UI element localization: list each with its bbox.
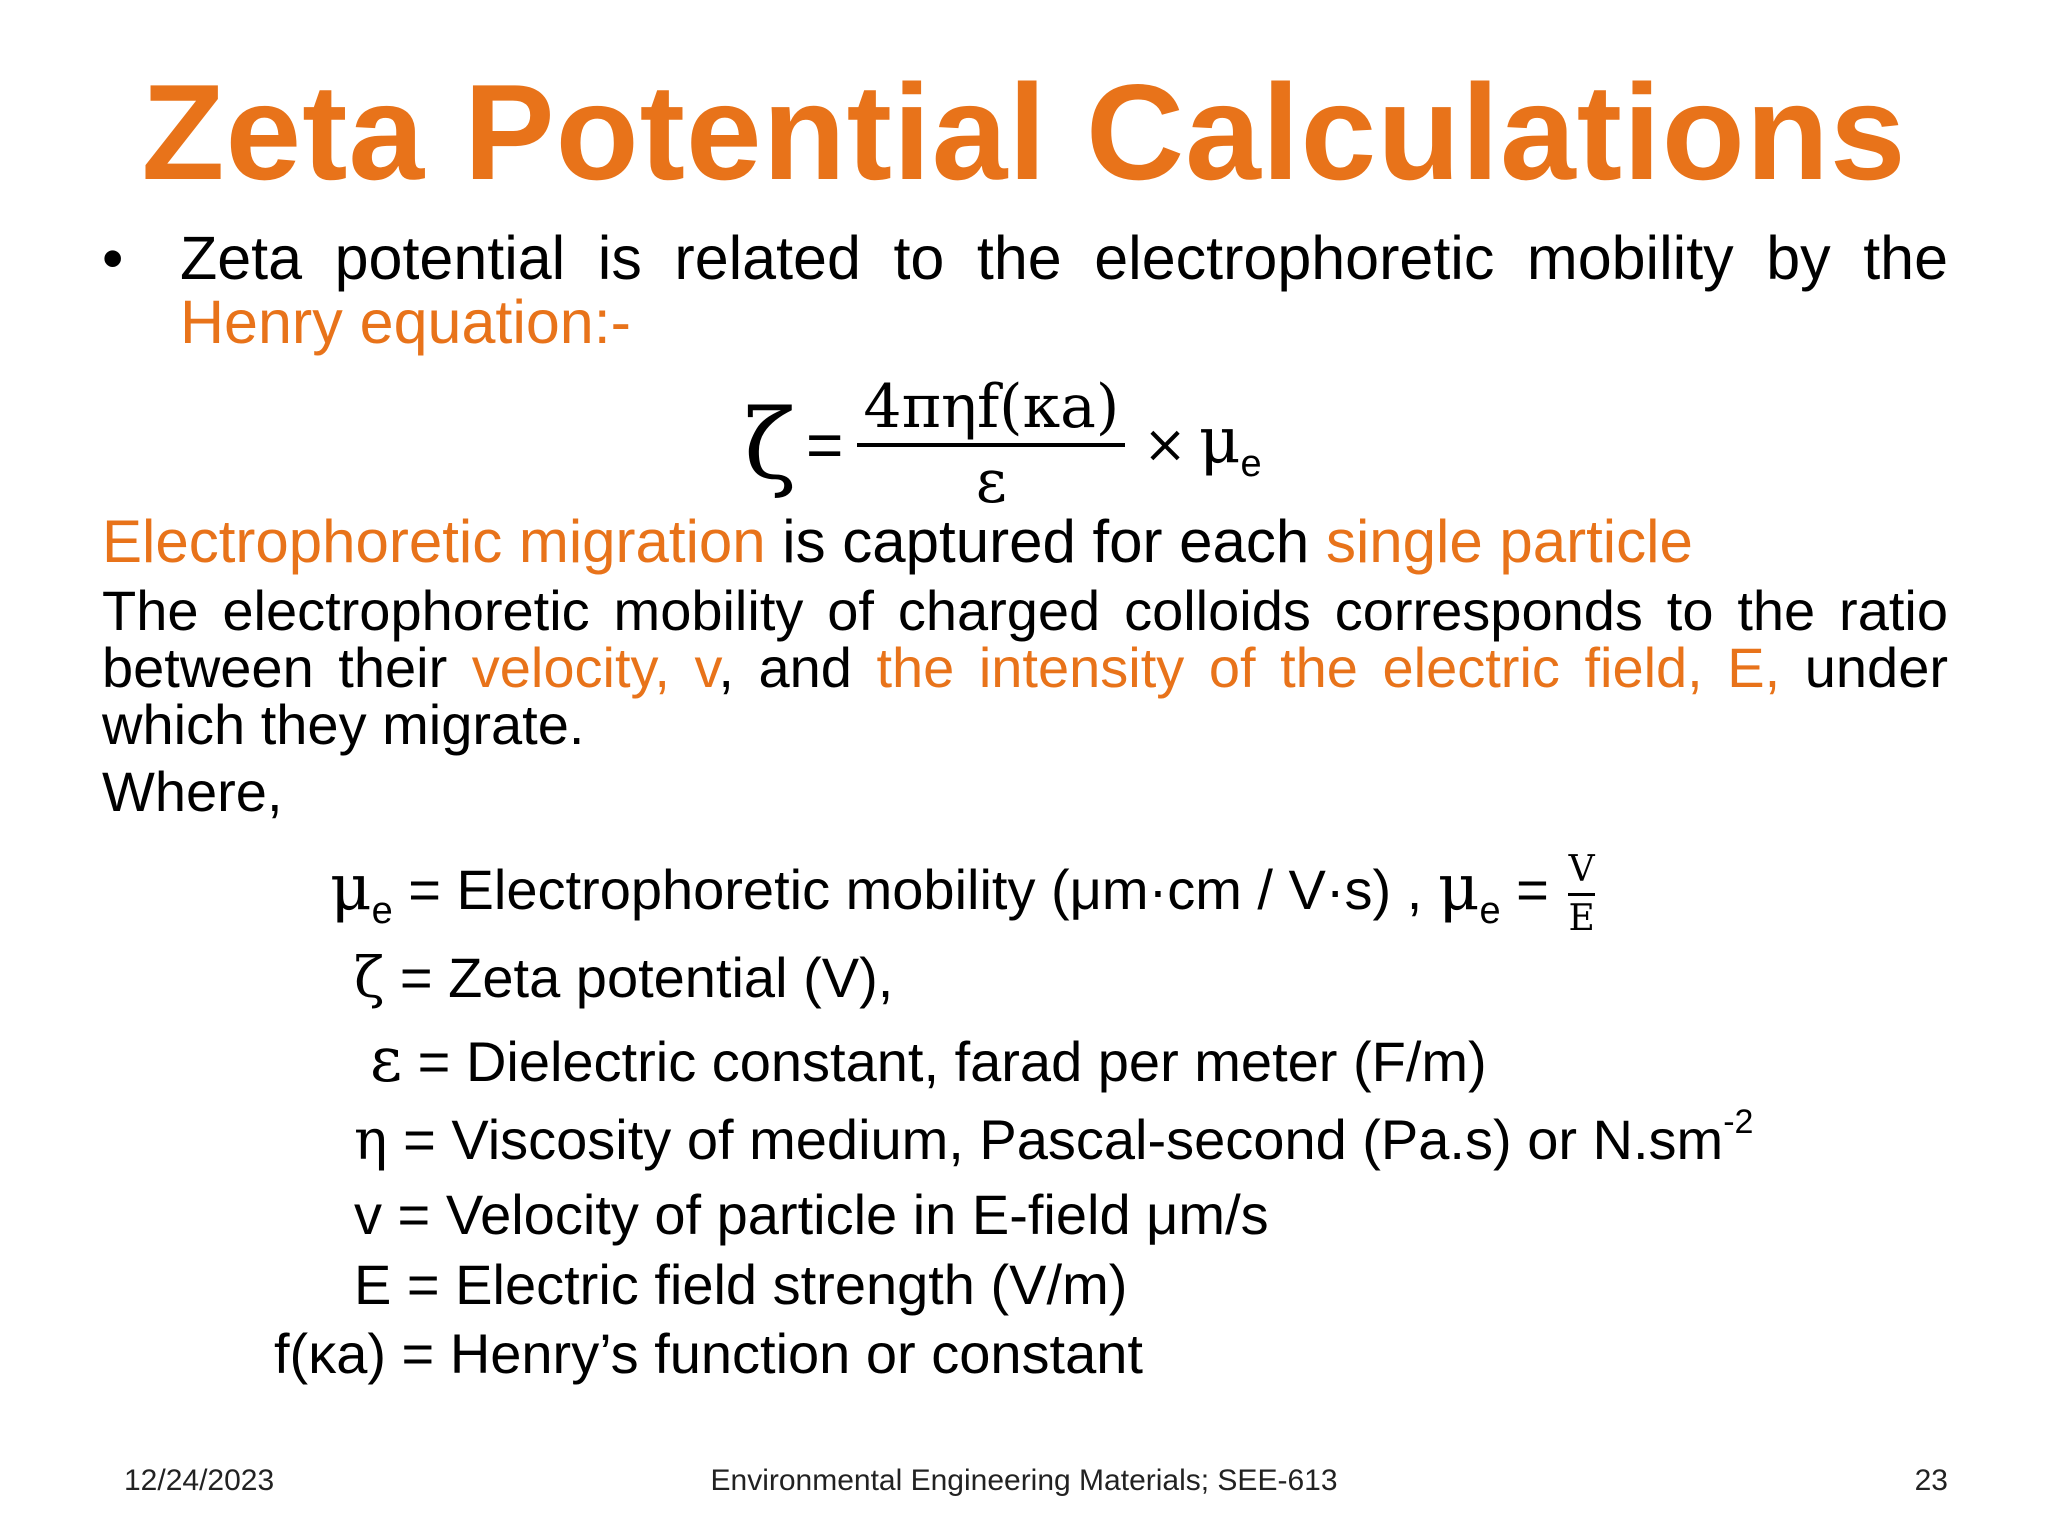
eta-def-superscript: -2	[1723, 1103, 1754, 1141]
para-part5: under which they migrate.	[102, 636, 1948, 756]
mini-frac-den: E	[1568, 897, 1595, 939]
mu-subscript: e	[1240, 443, 1262, 485]
equals-sign: =	[806, 409, 844, 481]
definition-henry-function: f(κa) = Henry’s function or constant	[274, 1322, 1143, 1385]
zeta-symbol: ζ	[744, 389, 797, 501]
mobility-equals: =	[1500, 857, 1549, 921]
definition-eta	[354, 1103, 1754, 1173]
zeta-def-text: = Zeta potential (V),	[384, 946, 894, 1009]
para-part3: , and	[718, 636, 877, 699]
para-part1: The electrophoretic mobility of charged colloids corresponds to the ratio between their	[102, 579, 1948, 699]
definition-velocity: v = Velocity of particle in E-field μm/s	[354, 1183, 1269, 1246]
bullet-marker: •	[102, 224, 124, 292]
times-sign: ×	[1143, 415, 1187, 475]
footer-page-number: 23	[1914, 1464, 1948, 1497]
henry-equation-label: Henry equation:-	[180, 288, 631, 356]
definition-mobility	[330, 850, 1595, 943]
mobility-paragraph	[102, 579, 1948, 756]
migration-highlight: Electrophoretic migration	[102, 508, 766, 575]
henry-equation	[744, 370, 1262, 520]
mu-symbol-2	[1437, 850, 1501, 932]
fraction	[857, 372, 1125, 517]
fraction-numerator: 4πηf(κa)	[863, 372, 1120, 442]
velocity-over-field-fraction	[1568, 850, 1594, 938]
mu-subscript-def-2: e	[1479, 889, 1501, 932]
single-particle-highlight: single particle	[1325, 508, 1693, 575]
mu-symbol	[330, 850, 393, 932]
bullet-text-main: Zeta potential is related to the electrophoretic mobility by the	[180, 224, 1948, 292]
mu-subscript-def: e	[371, 889, 393, 932]
velocity-highlight: velocity, v	[471, 636, 719, 699]
bullet-henry	[102, 226, 1948, 354]
slide-title: Zeta Potential Calculations	[141, 56, 1907, 208]
definition-epsilon	[370, 1023, 1487, 1096]
bullet-text	[180, 226, 1948, 354]
mobility-definition-text: = Electrophoretic mobility (μm·cm / V·s) ,	[392, 857, 1438, 921]
footer-course: Environmental Engineering Materials; SEE-613	[710, 1464, 1338, 1497]
mini-frac-bar	[1568, 893, 1594, 896]
epsilon-def-symbol: ε	[370, 1023, 403, 1096]
mobility-symbol	[1199, 404, 1262, 486]
mu-glyph-def: μ	[330, 850, 372, 925]
definition-electric-field: E = Electric field strength (V/m)	[354, 1253, 1128, 1316]
definition-zeta	[354, 946, 893, 1011]
migration-line	[102, 506, 1693, 578]
mu-glyph: μ	[1198, 404, 1241, 478]
fraction-denominator: ε	[975, 447, 1007, 517]
eta-def-text: = Viscosity of medium, Pascal-second (Pa.s) or N.sm	[387, 1108, 1724, 1171]
epsilon-def-text: = Dielectric constant, farad per meter (F/m)	[402, 1030, 1487, 1093]
mini-frac-num: V	[1568, 849, 1595, 890]
where-label: Where,	[102, 760, 283, 823]
mu-glyph-def-2: μ	[1437, 850, 1480, 925]
field-intensity-highlight: the intensity of the electric field, E,	[876, 636, 1781, 699]
zeta-def-symbol: ζ	[354, 946, 385, 1011]
eta-def-symbol: η	[354, 1108, 388, 1173]
footer-date: 12/24/2023	[124, 1464, 275, 1497]
migration-middle: is captured for each	[765, 508, 1326, 575]
